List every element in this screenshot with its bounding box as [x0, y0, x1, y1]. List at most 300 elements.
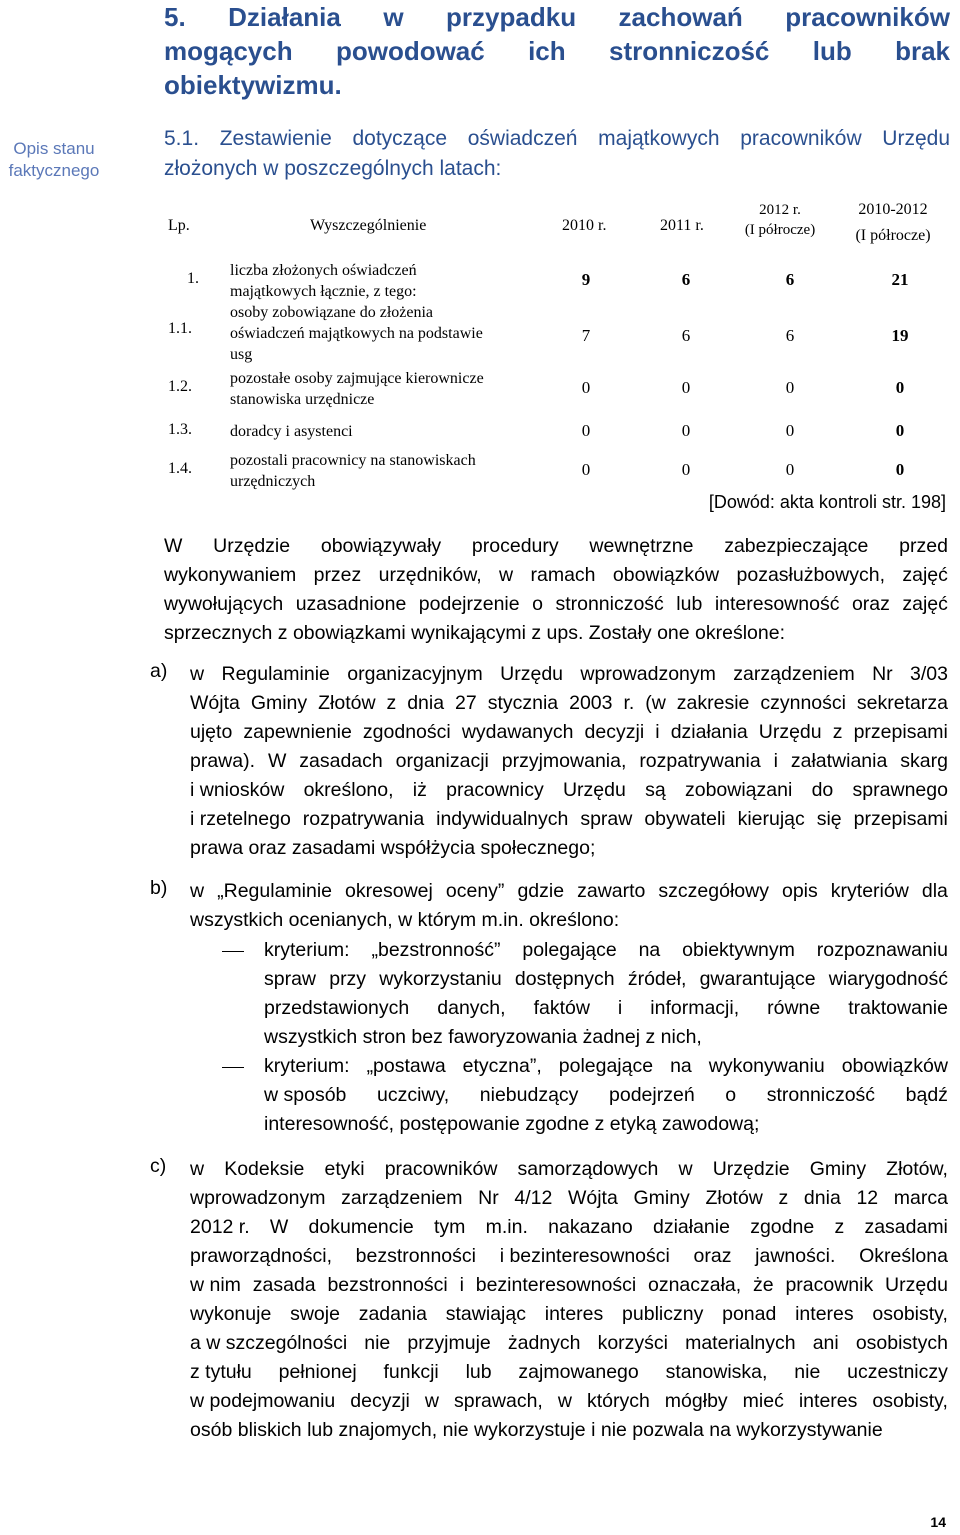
word: kryteriów	[830, 880, 909, 902]
row-value: 19	[891, 326, 909, 345]
row-description-line: majątkowych łącznie, z tego:	[230, 283, 417, 300]
paragraph-line	[264, 936, 948, 965]
word: Określona	[859, 1245, 948, 1267]
word: dnia	[803, 1187, 841, 1209]
row-description	[230, 450, 476, 492]
word: obowiązków	[841, 1055, 948, 1077]
criterion-ethics	[264, 1052, 948, 1139]
word: zabezpieczające	[724, 535, 869, 557]
word: w	[190, 663, 205, 685]
paragraph-line	[264, 965, 948, 994]
word: w	[678, 1158, 693, 1180]
word: z tytułu	[190, 1361, 252, 1383]
word: Regulaminie	[221, 663, 330, 685]
word: dostępnych	[514, 968, 615, 990]
word: Urzędu	[758, 721, 822, 743]
word: znajomych,	[338, 1419, 438, 1441]
word: wywołujących	[164, 593, 284, 615]
word: nie	[794, 1361, 821, 1383]
criterion-impartiality	[264, 936, 948, 1052]
word: bezstronności	[355, 1245, 476, 1267]
word: swoje	[290, 1303, 340, 1325]
word: lub	[812, 36, 852, 66]
word: są	[645, 779, 666, 801]
paragraph-line	[190, 1387, 948, 1416]
word: oraz	[851, 593, 890, 615]
word: wykonywaniu	[708, 1055, 825, 1077]
word: stanowiska,	[665, 1361, 768, 1383]
word: z	[386, 692, 397, 714]
word: zobowiązani	[684, 779, 793, 801]
row-value: 0	[581, 460, 591, 479]
list-marker-a: a)	[150, 660, 168, 682]
word: Działania	[228, 2, 341, 32]
word: zasada	[252, 1274, 316, 1296]
word: niebudzący	[479, 1084, 579, 1106]
word: marca	[893, 1187, 948, 1209]
row-value: 6	[681, 326, 691, 345]
word: majątkowych	[598, 127, 720, 150]
list-item-b	[190, 877, 948, 935]
word: szczegółowy	[658, 880, 769, 902]
word: oceny”	[445, 880, 505, 902]
word: interesowność, postępowanie zgodne z etyką zawodową;	[264, 1113, 760, 1135]
col-header-total	[840, 200, 946, 252]
word: stycznia	[487, 692, 559, 714]
col-header-2011: 2011 r.	[660, 217, 704, 234]
word: zakresie	[676, 692, 750, 714]
word: zarządzeniem	[341, 1187, 463, 1209]
word: W	[267, 750, 287, 772]
row-description-line: urzędniczych	[230, 473, 316, 490]
word: ani	[812, 1332, 839, 1354]
word: wydawanych	[461, 721, 574, 743]
paragraph-line	[190, 1271, 948, 1300]
word: pracowników	[785, 2, 950, 32]
paragraph-line	[164, 561, 948, 590]
word: procedury	[471, 535, 559, 557]
word: Urzędu	[500, 663, 564, 685]
word: czynności	[760, 692, 846, 714]
list-marker-c: c)	[150, 1155, 167, 1177]
word: uczciwy,	[376, 1084, 450, 1106]
word: zachowań	[618, 2, 743, 32]
word: Kodeksie	[224, 1158, 305, 1180]
word: pozwala	[632, 1419, 704, 1441]
page-number: 14	[930, 1514, 946, 1530]
word: powodować	[335, 36, 485, 66]
paragraph-line	[190, 834, 948, 863]
paragraph-line	[164, 590, 948, 619]
word: okresowej	[345, 880, 433, 902]
word: informacji,	[650, 997, 740, 1019]
word: „bezstronność”	[371, 939, 501, 961]
word: mógłby	[664, 1390, 728, 1412]
row-value: 0	[785, 421, 795, 440]
paragraph-line	[190, 689, 948, 718]
word: których	[586, 1390, 650, 1412]
paragraph-line	[164, 532, 948, 561]
word: bądź	[905, 1084, 948, 1106]
paragraph-line	[264, 1023, 948, 1052]
word: sekretarza	[856, 692, 948, 714]
word: źródeł,	[627, 968, 687, 990]
word: opis	[781, 880, 818, 902]
word: dnia	[407, 692, 445, 714]
word: osób	[190, 1419, 233, 1441]
row-value: 0	[581, 378, 591, 397]
col-header-2012	[738, 200, 822, 240]
row-description	[230, 421, 353, 442]
word: wykonywaniem	[164, 564, 297, 586]
row-number: 1.1.	[168, 320, 192, 337]
word: uczestniczy	[847, 1361, 948, 1383]
word: ponad	[722, 1303, 777, 1325]
row-value: 6	[785, 326, 795, 345]
word: wszystkich ocenianych, w którym m.in. określono:	[190, 909, 620, 931]
side-note-line: Opis stanu	[13, 139, 95, 158]
word: zawarto	[577, 880, 646, 902]
word: przy	[329, 968, 367, 990]
word: o	[532, 593, 543, 615]
word: kryterium:	[264, 1055, 350, 1077]
paragraph-line	[190, 1155, 948, 1184]
word: wiarygodność	[828, 968, 948, 990]
row-value: 6	[785, 270, 795, 289]
list-item-c	[190, 1155, 948, 1445]
word: rozpatrywania	[639, 750, 761, 772]
word: prawa).	[190, 750, 256, 772]
col-header-total-range: 2010-2012	[858, 201, 928, 218]
word: polegające	[522, 939, 617, 961]
word: wykonuje	[190, 1303, 272, 1325]
row-value: 21	[891, 270, 909, 289]
word: organizacji	[395, 750, 489, 772]
word: praworządności,	[190, 1245, 332, 1267]
word: przez	[313, 564, 362, 586]
word: sprawnego	[852, 779, 948, 801]
word: korzyści	[597, 1332, 668, 1354]
word: (w	[645, 692, 666, 714]
word: stronniczość	[609, 36, 770, 66]
word: interes	[544, 1303, 604, 1325]
word: 2012 r.	[190, 1216, 250, 1238]
word: Złotów	[318, 692, 376, 714]
word: jawności.	[755, 1245, 836, 1267]
word: „Regulaminie	[217, 880, 333, 902]
word: etyki	[324, 1158, 365, 1180]
row-description-line: osoby zobowiązane do złożenia	[230, 304, 434, 321]
word: na	[670, 1055, 692, 1077]
row-number: 1.3.	[168, 421, 192, 438]
word: w podejmowaniu	[190, 1390, 336, 1412]
word: z	[834, 1216, 845, 1238]
word: na	[709, 1419, 731, 1441]
word: bliskich	[237, 1419, 302, 1441]
word: przed	[899, 535, 948, 557]
row-value: 0	[581, 421, 591, 440]
word: oznaczała,	[647, 1274, 742, 1296]
word: z	[832, 721, 843, 743]
row-description-line: usg	[230, 346, 253, 363]
word: stawiając	[445, 1303, 526, 1325]
word: osobistych	[855, 1332, 948, 1354]
word: interes	[798, 1390, 858, 1412]
word: m.in.	[485, 1216, 528, 1238]
dash-bullet	[222, 1067, 244, 1068]
word: nie	[600, 1419, 627, 1441]
row-description-line: liczba złożonych oświadczeń	[230, 262, 417, 279]
word: w nim	[190, 1274, 241, 1296]
word: osobisty,	[872, 1303, 948, 1325]
row-description-line: pozostałe osoby zajmujące kierownicze	[230, 370, 484, 387]
row-value: 0	[785, 378, 795, 397]
word: przepisami	[853, 721, 948, 743]
word: iż	[412, 779, 427, 801]
word: w	[424, 1390, 439, 1412]
paragraph-line	[264, 1110, 948, 1139]
word: obowiązków	[612, 564, 720, 586]
row-value: 6	[681, 270, 691, 289]
word: przypadku	[446, 2, 577, 32]
paragraph-line	[264, 1081, 948, 1110]
word: traktowanie	[848, 997, 948, 1019]
word: i	[617, 997, 623, 1019]
word: ich	[528, 36, 566, 66]
word: zasadach	[299, 750, 383, 772]
word: zadania	[358, 1303, 427, 1325]
paragraph-line	[264, 994, 948, 1023]
word: interesowność	[714, 593, 840, 615]
word: podejrzenie	[418, 593, 520, 615]
word: Urzędzie	[213, 535, 291, 557]
word: lub	[676, 593, 703, 615]
col-header-2010: 2010 r.	[562, 217, 607, 234]
word: zajęć	[902, 593, 948, 615]
row-value: 7	[581, 326, 591, 345]
word: zajęć	[902, 564, 948, 586]
word: zasadami	[864, 1216, 948, 1238]
col-header-total-half: (I półrocze)	[855, 227, 931, 244]
word: lub	[465, 1361, 492, 1383]
word: określono,	[303, 779, 394, 801]
word: w	[557, 1390, 572, 1412]
word: na	[638, 939, 661, 961]
word: sprawach,	[453, 1390, 543, 1412]
word: bezstronności	[327, 1274, 448, 1296]
word: wprowadzonym	[190, 1187, 326, 1209]
word: pełnionej	[278, 1361, 357, 1383]
word: Nr	[872, 663, 893, 685]
word: W	[269, 1216, 289, 1238]
word: o	[725, 1084, 737, 1106]
row-value: 0	[895, 421, 905, 440]
word: pracowników	[384, 1158, 498, 1180]
row-description	[230, 302, 483, 365]
word: zgodne	[750, 1216, 815, 1238]
word: skarg	[900, 750, 948, 772]
word: z	[778, 1187, 789, 1209]
word: pracownik	[785, 1274, 874, 1296]
word: 2003	[569, 692, 613, 714]
word: 3/03	[910, 663, 948, 685]
word: Złotów,	[886, 1158, 948, 1180]
word: mieć	[742, 1390, 784, 1412]
paragraph-line	[264, 1052, 948, 1081]
word: Urzędu	[882, 127, 950, 150]
word: samorządowych	[517, 1158, 659, 1180]
word: podejrzeń	[609, 1084, 695, 1106]
intro-paragraph	[164, 532, 948, 648]
row-description	[230, 260, 417, 302]
row-value: 0	[895, 460, 905, 479]
word: równe	[767, 997, 821, 1019]
col-header-2012-half: (I półrocze)	[744, 222, 816, 238]
row-description-line: stanowiska urzędnicze	[230, 391, 375, 408]
word: się	[816, 808, 842, 830]
word: sprzecznych z obowiązkami wynikającymi z ups. Zostały one określone:	[164, 622, 786, 644]
word: i	[591, 1419, 596, 1441]
word: brak	[895, 36, 950, 66]
word: nie	[442, 1419, 469, 1441]
word: przepisami	[853, 808, 948, 830]
paragraph-line	[190, 1184, 948, 1213]
word: przyjmuje	[407, 1332, 491, 1354]
row-value: 0	[681, 421, 691, 440]
word: przyjmowania,	[501, 750, 627, 772]
word: i	[773, 750, 778, 772]
dash-bullet	[222, 951, 244, 952]
word: pozasłużbowych,	[736, 564, 885, 586]
paragraph-line	[190, 1416, 948, 1445]
word: Urzędzie	[712, 1158, 790, 1180]
word: zarządzeniem	[733, 663, 855, 685]
word: dokumencie	[308, 1216, 414, 1238]
word: pracownicy	[446, 779, 544, 801]
paragraph-line	[190, 877, 948, 906]
word: w	[190, 1158, 205, 1180]
row-description	[230, 368, 484, 410]
word: kierując	[737, 808, 805, 830]
word: załatwiania	[790, 750, 888, 772]
word: wszystkich stron bez faworyzowania żadnej z nich,	[264, 1026, 702, 1048]
word: gwarantujące	[699, 968, 816, 990]
word: Gminy	[250, 692, 308, 714]
row-description-line: pozostali pracownicy na stanowiskach	[230, 452, 476, 469]
word: Gminy	[633, 1187, 690, 1209]
side-note-line: faktycznego	[8, 161, 100, 180]
word: że	[753, 1274, 774, 1296]
paragraph-line	[190, 718, 948, 747]
paragraph-line	[190, 1242, 948, 1271]
paragraph-line	[164, 619, 948, 648]
word: prawa oraz zasadami współżycia społecznego;	[190, 837, 596, 859]
word: Gminy	[809, 1158, 867, 1180]
word: przedstawionych	[264, 997, 410, 1019]
word: w	[383, 2, 404, 32]
word: w sposób	[264, 1084, 347, 1106]
word: stronniczość	[766, 1084, 876, 1106]
word: żadnych	[507, 1332, 581, 1354]
paragraph-line	[190, 660, 948, 689]
word: stronniczość	[555, 593, 664, 615]
row-value: 0	[785, 460, 795, 479]
word: 5.1.	[164, 127, 200, 150]
word: rozpoznawaniu	[816, 939, 948, 961]
word: wykorzystaniu	[379, 968, 502, 990]
word: Urzędu	[562, 779, 626, 801]
col-header-2012-year: 2012 r.	[759, 202, 801, 218]
word: oraz	[693, 1245, 732, 1267]
word: W	[164, 535, 183, 557]
word: uzasadnione	[295, 593, 407, 615]
word: Złotów	[705, 1187, 763, 1209]
word: i bezinteresowności	[499, 1245, 670, 1267]
row-number: 1.4.	[168, 460, 192, 477]
word: w	[190, 880, 205, 902]
row-value: 0	[681, 460, 691, 479]
word: „postawa	[366, 1055, 446, 1077]
word: działania	[670, 721, 748, 743]
word: kryterium:	[264, 939, 350, 961]
word: urzędników,	[378, 564, 482, 586]
row-value: 0	[895, 378, 905, 397]
word: zajmowanego	[518, 1361, 639, 1383]
word: faktów	[533, 997, 590, 1019]
word: indywidualnych	[436, 808, 569, 830]
row-number: 1.2.	[168, 378, 192, 395]
row-description-line: oświadczeń majątkowych na podstawie	[230, 325, 483, 342]
word: i	[459, 1274, 464, 1296]
word: i rzetelnego	[190, 808, 291, 830]
word: obywateli	[644, 808, 726, 830]
word: rozpatrywania	[302, 808, 425, 830]
word: etyczna”,	[462, 1055, 542, 1077]
word: w	[499, 564, 514, 586]
word: spraw	[264, 968, 317, 990]
word: zapewnienie	[243, 721, 352, 743]
paragraph-line	[190, 1329, 948, 1358]
word: oświadczeń	[467, 127, 578, 150]
word: decyzji	[350, 1390, 410, 1412]
word: tym	[433, 1216, 466, 1238]
paragraph-line	[190, 805, 948, 834]
row-description-line: doradcy i asystenci	[230, 423, 353, 440]
word: dotyczące	[352, 127, 448, 150]
word: i wniosków	[190, 779, 285, 801]
row-value: 0	[681, 378, 691, 397]
word: interes	[795, 1303, 854, 1325]
word: ujęto	[190, 721, 233, 743]
word: polegające	[558, 1055, 654, 1077]
word: organizacyjnym	[347, 663, 483, 685]
word: ramach	[530, 564, 596, 586]
word: Wójta	[567, 1187, 618, 1209]
word: Nr	[478, 1187, 499, 1209]
paragraph-line	[190, 747, 948, 776]
word: Wójta	[190, 692, 240, 714]
word: mogących	[164, 36, 293, 66]
paragraph-line	[190, 776, 948, 805]
row-value: 9	[581, 270, 591, 289]
word: obowiązywały	[320, 535, 442, 557]
word: pracowników	[740, 127, 862, 150]
word: lub	[307, 1419, 334, 1441]
word: 12	[856, 1187, 879, 1209]
word: wykorzystywanie	[736, 1419, 883, 1441]
word: wykorzystuje	[474, 1419, 586, 1441]
word: działanie	[652, 1216, 730, 1238]
